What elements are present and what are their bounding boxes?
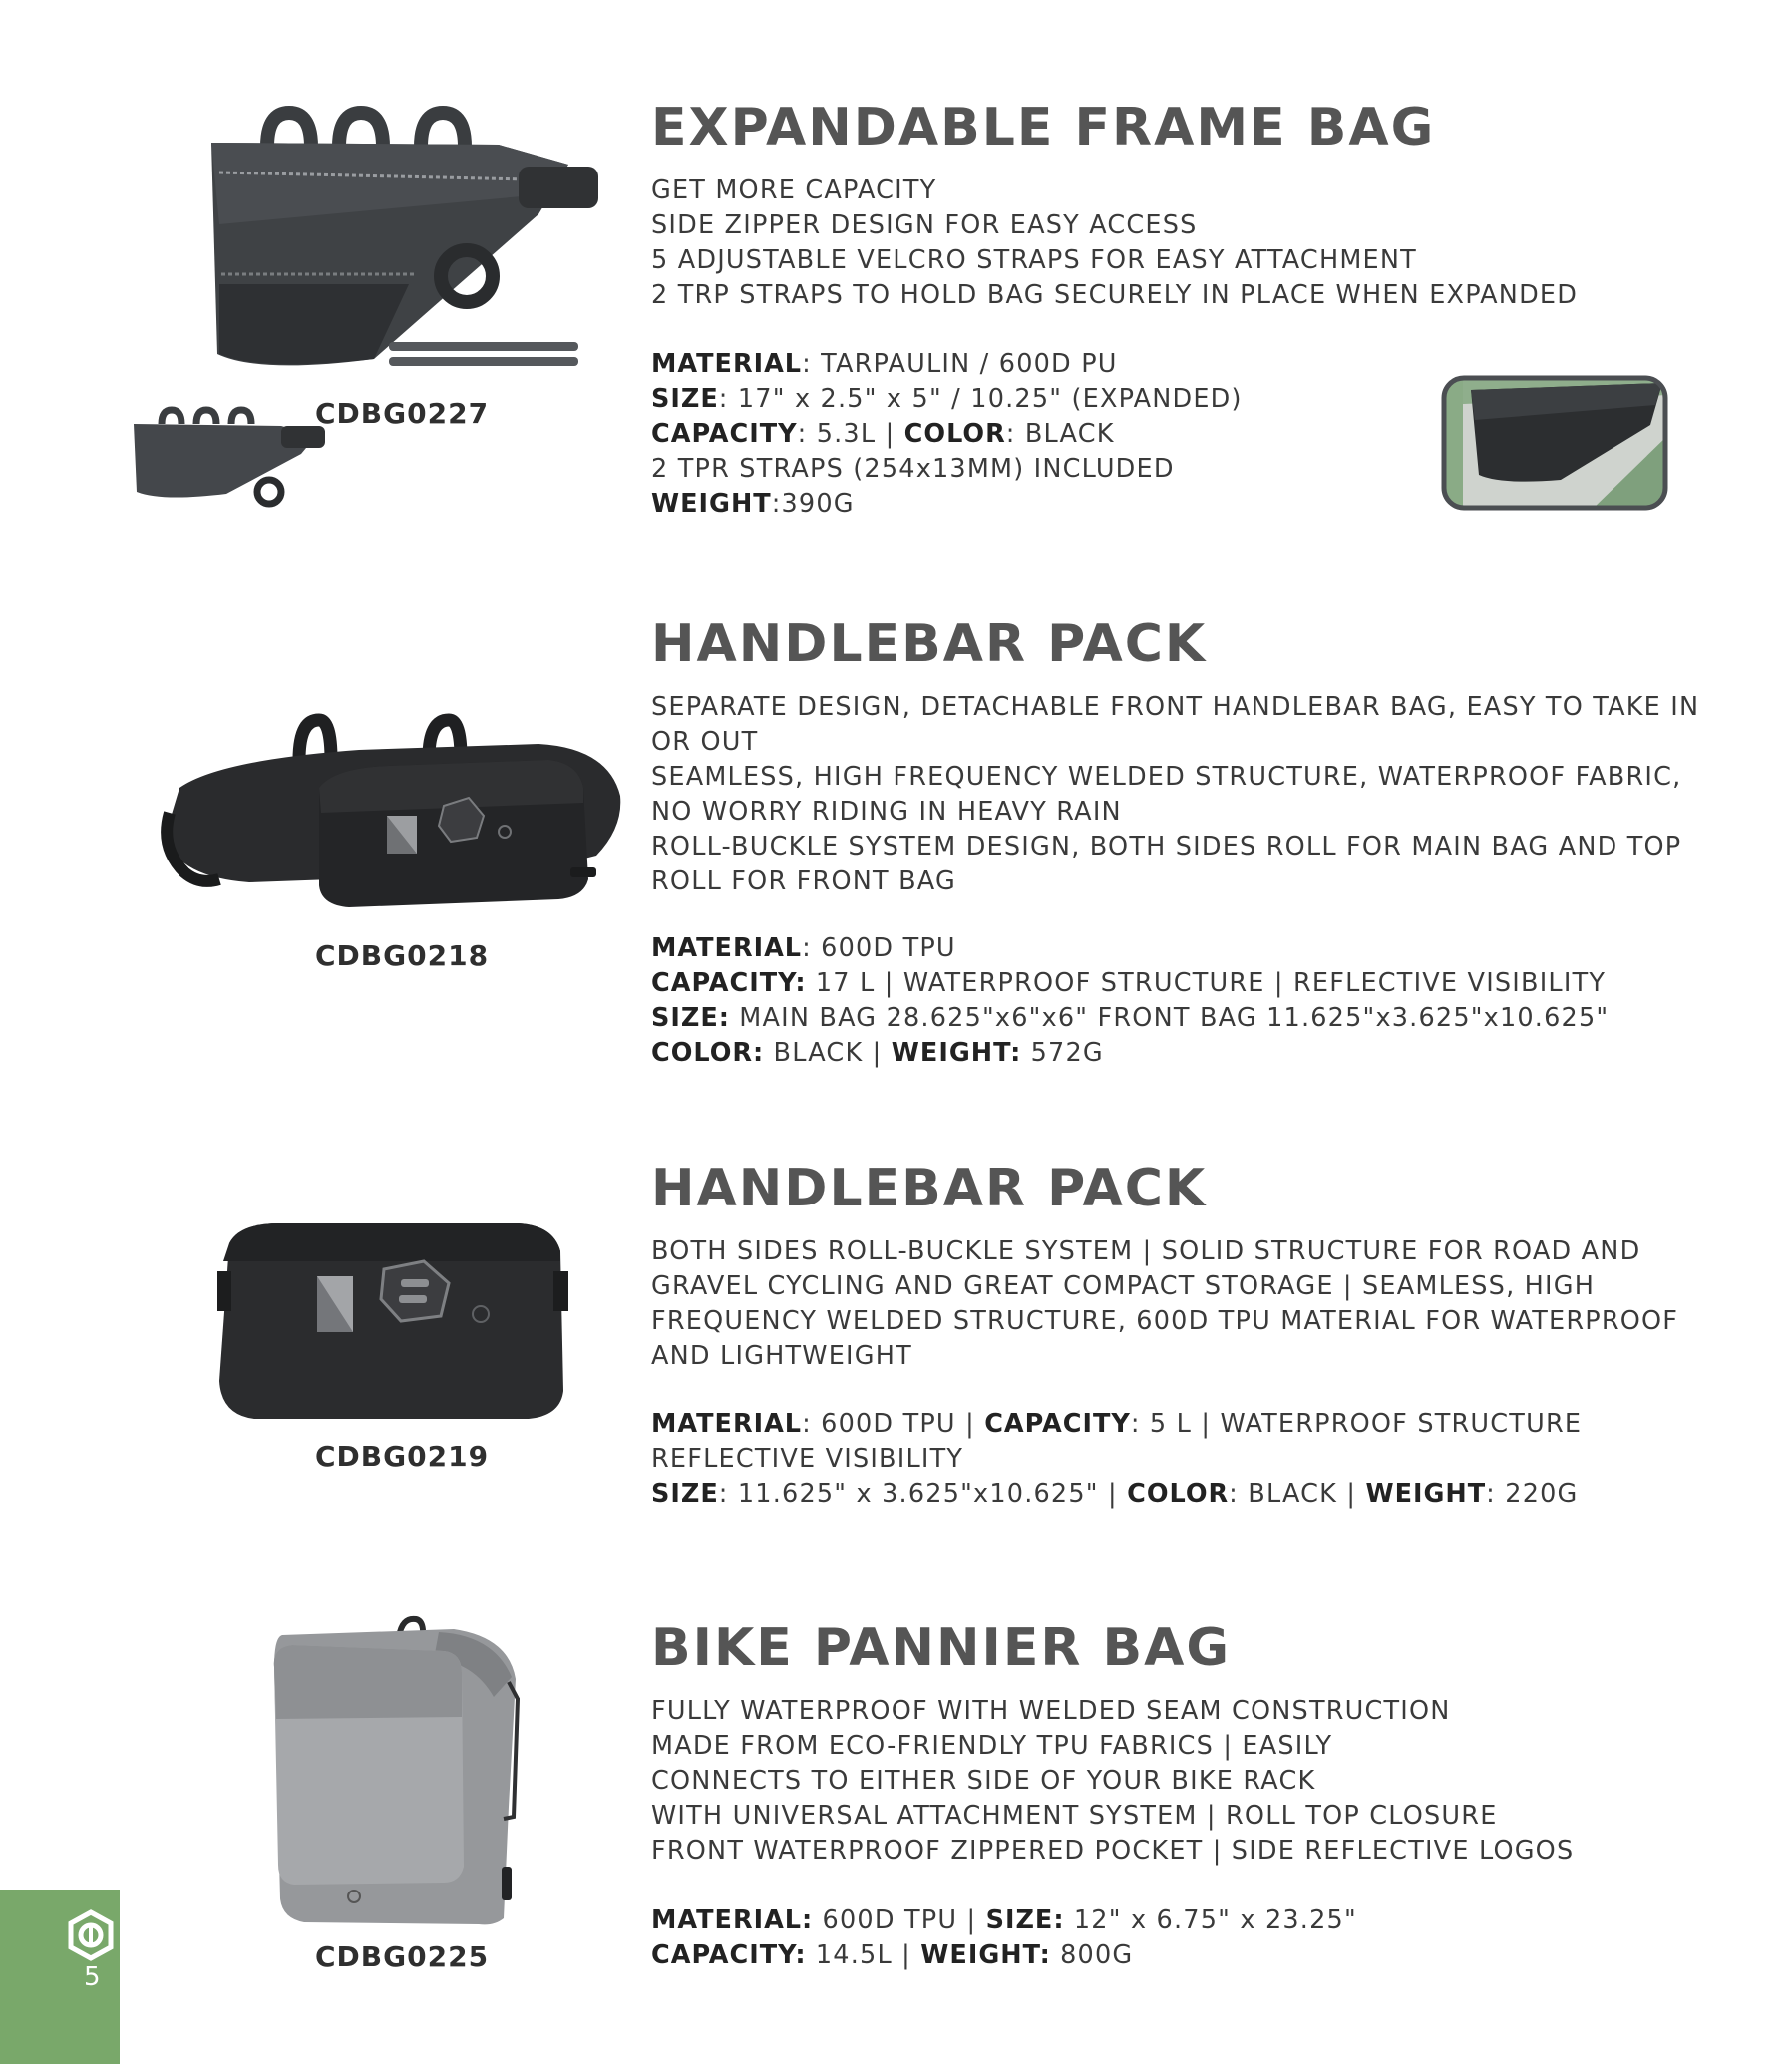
spec-label: MATERIAL: [651, 1905, 814, 1935]
spec-line [651, 1407, 1648, 1442]
sku-label: CDBG0227 [315, 397, 490, 430]
spec-line [651, 966, 1648, 1001]
spec-value: 800G [1050, 1940, 1134, 1970]
description-line: OR OUT [651, 727, 759, 757]
sku-label: CDBG0225 [315, 1940, 490, 1973]
spec-value: :390G [771, 489, 855, 518]
spec-label: COLOR: [651, 1038, 765, 1068]
pannier-bag-image [264, 1607, 529, 1926]
product-title: HANDLEBAR PACK [651, 1159, 1208, 1218]
product-description [651, 1694, 1648, 1869]
description-line: GET MORE CAPACITY [651, 175, 937, 205]
product-description [651, 690, 1700, 899]
spec-value: : TARPAULIN / 600D PU [802, 349, 1118, 379]
spec-value: 17 L | WATERPROOF STRUCTURE | REFLECTIVE VISIBILITY [806, 968, 1607, 998]
product-description [651, 173, 1648, 313]
spec-value: : 5 L | WATERPROOF STRUCTURE [1130, 1409, 1583, 1439]
description-line: SIDE ZIPPER DESIGN FOR EASY ACCESS [651, 210, 1198, 240]
spec-label: SIZE [651, 384, 719, 414]
page-number: 5 [84, 1962, 101, 1992]
spec-value: : 600D TPU [802, 933, 956, 963]
product-title: BIKE PANNIER BAG [651, 1618, 1232, 1678]
spec-line [651, 1938, 1648, 1973]
description-line: CONNECTS TO EITHER SIDE OF YOUR BIKE RACK [651, 1766, 1316, 1796]
spec-label: MATERIAL [651, 933, 803, 963]
product-specs [651, 931, 1648, 1071]
handlebar-pack-0219-image [209, 1221, 573, 1421]
spec-value: : 5.3L | [797, 419, 904, 449]
spec-label: COLOR [1127, 1479, 1230, 1509]
spec-label: WEIGHT [1365, 1479, 1487, 1509]
product-specs [651, 1407, 1648, 1512]
spec-line [651, 1477, 1648, 1512]
spec-value: 600D TPU | [813, 1905, 986, 1935]
description-line: NO WORRY RIDING IN HEAVY RAIN [651, 797, 1122, 827]
sku-label: CDBG0218 [315, 939, 490, 972]
product-description [651, 1234, 1679, 1374]
spec-label: CAPACITY: [651, 968, 807, 998]
description-line: BOTH SIDES ROLL-BUCKLE SYSTEM | SOLID STRUCTURE FOR ROAD AND [651, 1236, 1641, 1266]
description-line: GRAVEL CYCLING AND GREAT COMPACT STORAGE | SEAMLESS, HIGH [651, 1271, 1596, 1301]
spec-label: SIZE [651, 1479, 719, 1509]
spec-value: 14.5L | [806, 1940, 921, 1970]
product-title: HANDLEBAR PACK [651, 614, 1208, 674]
sku-label: CDBG0219 [315, 1440, 490, 1473]
spec-value: : 600D TPU | [802, 1409, 985, 1439]
description-line: SEPARATE DESIGN, DETACHABLE FRONT HANDLEBAR BAG, EASY TO TAKE IN [651, 692, 1700, 722]
frame-bag-image [199, 105, 598, 374]
spec-label: MATERIAL [651, 1409, 803, 1439]
description-line: 2 TRP STRAPS TO HOLD BAG SECURELY IN PLACE WHEN EXPANDED [651, 280, 1579, 310]
spec-value: 572G [1021, 1038, 1104, 1068]
description-line: FRONT WATERPROOF ZIPPERED POCKET | SIDE REFLECTIVE LOGOS [651, 1836, 1575, 1866]
spec-label: COLOR [903, 419, 1006, 449]
spec-value: MAIN BAG 28.625"x6"x6" FRONT BAG 11.625"x3.625"x10.625" [729, 1003, 1610, 1033]
spec-line [651, 931, 1648, 966]
spec-value: REFLECTIVE VISIBILITY [651, 1444, 964, 1474]
description-line: ROLL-BUCKLE SYSTEM DESIGN, BOTH SIDES ROLL FOR MAIN BAG AND TOP [651, 832, 1682, 861]
description-line: AND LIGHTWEIGHT [651, 1341, 912, 1371]
spec-value: 12" x 6.75" x 23.25" [1064, 1905, 1357, 1935]
spec-label: MATERIAL [651, 349, 803, 379]
description-line: 5 ADJUSTABLE VELCRO STRAPS FOR EASY ATTACHMENT [651, 245, 1417, 275]
handlebar-pack-0218-image [160, 708, 623, 912]
product-specs [651, 1903, 1648, 1973]
spec-value: : BLACK [1005, 419, 1115, 449]
spec-value: BLACK | [764, 1038, 892, 1068]
description-line: WITH UNIVERSAL ATTACHMENT SYSTEM | ROLL TOP CLOSURE [651, 1801, 1498, 1831]
spec-label: SIZE: [985, 1905, 1065, 1935]
spec-value: : 11.625" x 3.625"x10.625" | [718, 1479, 1128, 1509]
description-line: MADE FROM ECO-FRIENDLY TPU FABRICS | EASILY [651, 1731, 1333, 1761]
spec-line [651, 1903, 1648, 1938]
description-line: FULLY WATERPROOF WITH WELDED SEAM CONSTRUCTION [651, 1696, 1451, 1726]
spec-label: WEIGHT: [891, 1038, 1022, 1068]
spec-value: 2 TPR STRAPS (254x13MM) INCLUDED [651, 454, 1175, 484]
description-line: FREQUENCY WELDED STRUCTURE, 600D TPU MATERIAL FOR WATERPROOF [651, 1306, 1679, 1336]
description-line: ROLL FOR FRONT BAG [651, 866, 956, 896]
spec-label: WEIGHT [651, 489, 772, 518]
spec-label: CAPACITY [651, 419, 798, 449]
spec-label: SIZE: [651, 1003, 730, 1033]
spec-line [651, 1001, 1648, 1036]
spec-value: : 220G [1486, 1479, 1579, 1509]
spec-label: CAPACITY [984, 1409, 1131, 1439]
product-title: EXPANDABLE FRAME BAG [651, 98, 1436, 158]
brand-logo-icon [65, 1909, 117, 1961]
spec-label: WEIGHT: [920, 1940, 1051, 1970]
spec-line [651, 1442, 1648, 1477]
spec-line [651, 1036, 1648, 1071]
frame-bag-small-image [132, 404, 326, 514]
spec-value: : 17" x 2.5" x 5" / 10.25" (EXPANDED) [718, 384, 1243, 414]
frame-bag-inset-photo [1441, 375, 1668, 511]
spec-value: : BLACK | [1229, 1479, 1366, 1509]
description-line: SEAMLESS, HIGH FREQUENCY WELDED STRUCTURE, WATERPROOF FABRIC, [651, 762, 1682, 792]
spec-label: CAPACITY: [651, 1940, 807, 1970]
